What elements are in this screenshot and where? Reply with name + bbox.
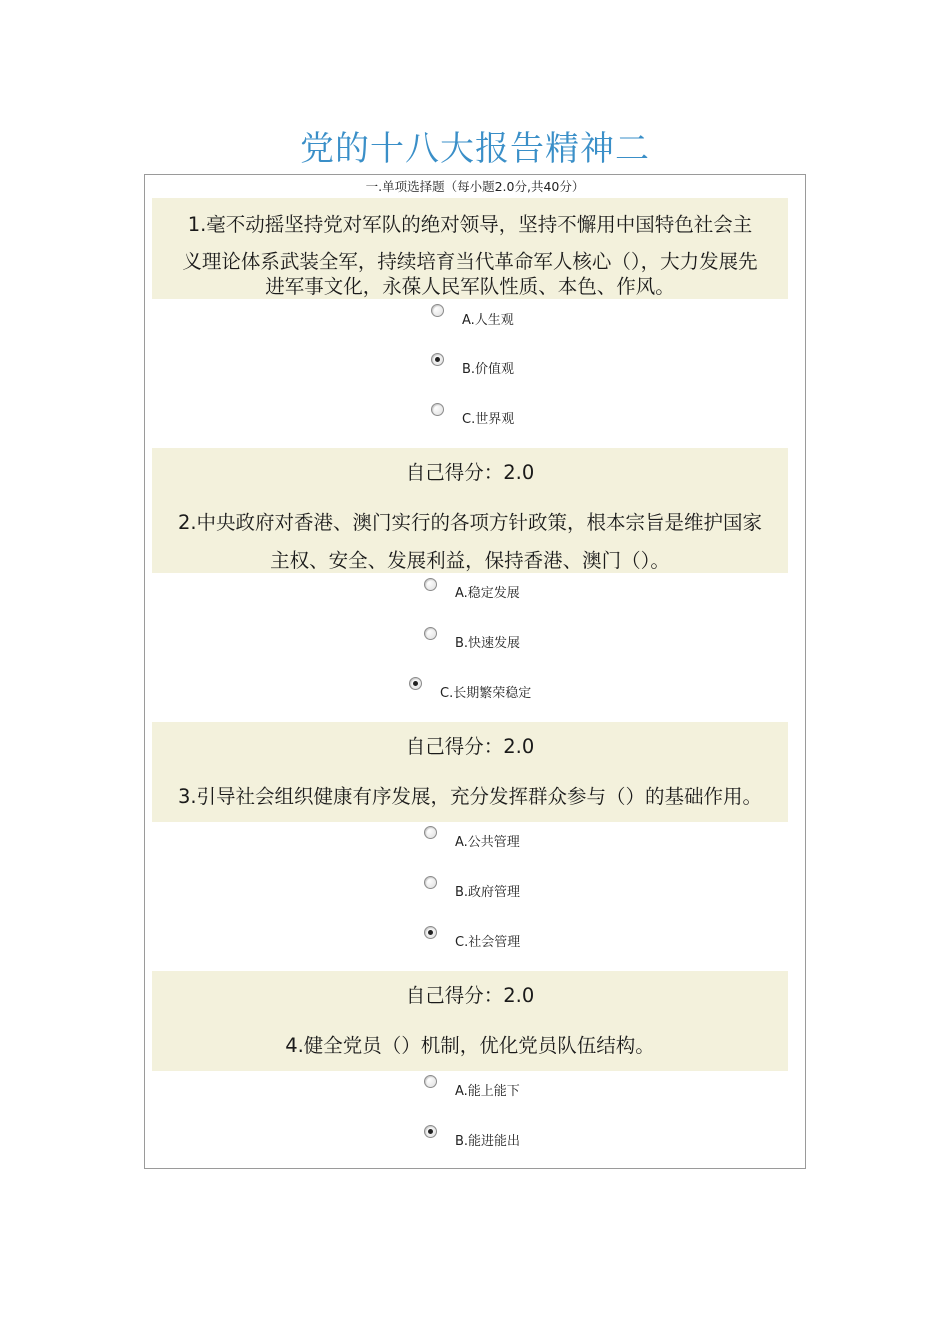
question-text-line: 进军事文化，永葆人民军队性质、本色、作风。 (265, 275, 675, 298)
option-label[interactable]: C.社会管理 (455, 935, 521, 950)
option-label[interactable]: B.快速发展 (455, 636, 521, 651)
option-radio-selected[interactable] (424, 1125, 437, 1138)
option-label[interactable]: B.能进能出 (455, 1134, 521, 1149)
question-text-line: 主权、安全、发展利益，保持香港、澳门（）。 (270, 549, 670, 572)
option-radio-selected[interactable] (431, 353, 444, 366)
question-text-line: 义理论体系武装全军，持续培育当代革命军人核心（），大力发展先 (182, 250, 758, 273)
option-label[interactable]: B.政府管理 (455, 885, 521, 900)
score-text: 自己得分：2.0 (405, 984, 535, 1007)
option-label[interactable]: C.世界观 (462, 412, 515, 427)
option-label[interactable]: A.稳定发展 (455, 586, 520, 601)
question-text-line: 3.引导社会组织健康有序发展，充分发挥群众参与（）的基础作用。 (177, 785, 763, 808)
option-label[interactable]: A.公共管理 (455, 835, 520, 850)
option-radio[interactable] (424, 826, 437, 839)
question-text-line: 4.健全党员（）机制，优化党员队伍结构。 (285, 1034, 655, 1057)
document-title: 党的十八大报告精神二 (300, 129, 650, 169)
option-radio[interactable] (424, 1075, 437, 1088)
option-radio[interactable] (431, 403, 444, 416)
question-text-line: 1.毫不动摇坚持党对军队的绝对领导，坚持不懈用中国特色社会主 (187, 213, 753, 236)
option-radio-selected[interactable] (424, 926, 437, 939)
score-text: 自己得分：2.0 (405, 461, 535, 484)
option-radio[interactable] (424, 627, 437, 640)
question-text-line: 2.中央政府对香港、澳门实行的各项方针政策，根本宗旨是维护国家 (177, 511, 763, 534)
score-text: 自己得分：2.0 (405, 735, 535, 758)
option-radio[interactable] (431, 304, 444, 317)
option-radio[interactable] (424, 578, 437, 591)
section-header: 一.单项选择题（每小题2.0分,共40分） (365, 179, 585, 194)
option-label[interactable]: A.人生观 (462, 313, 514, 328)
option-label[interactable]: B.价值观 (462, 362, 515, 377)
option-label[interactable]: C.长期繁荣稳定 (440, 686, 532, 701)
option-radio[interactable] (424, 876, 437, 889)
option-radio-selected[interactable] (409, 677, 422, 690)
option-label[interactable]: A.能上能下 (455, 1084, 520, 1099)
